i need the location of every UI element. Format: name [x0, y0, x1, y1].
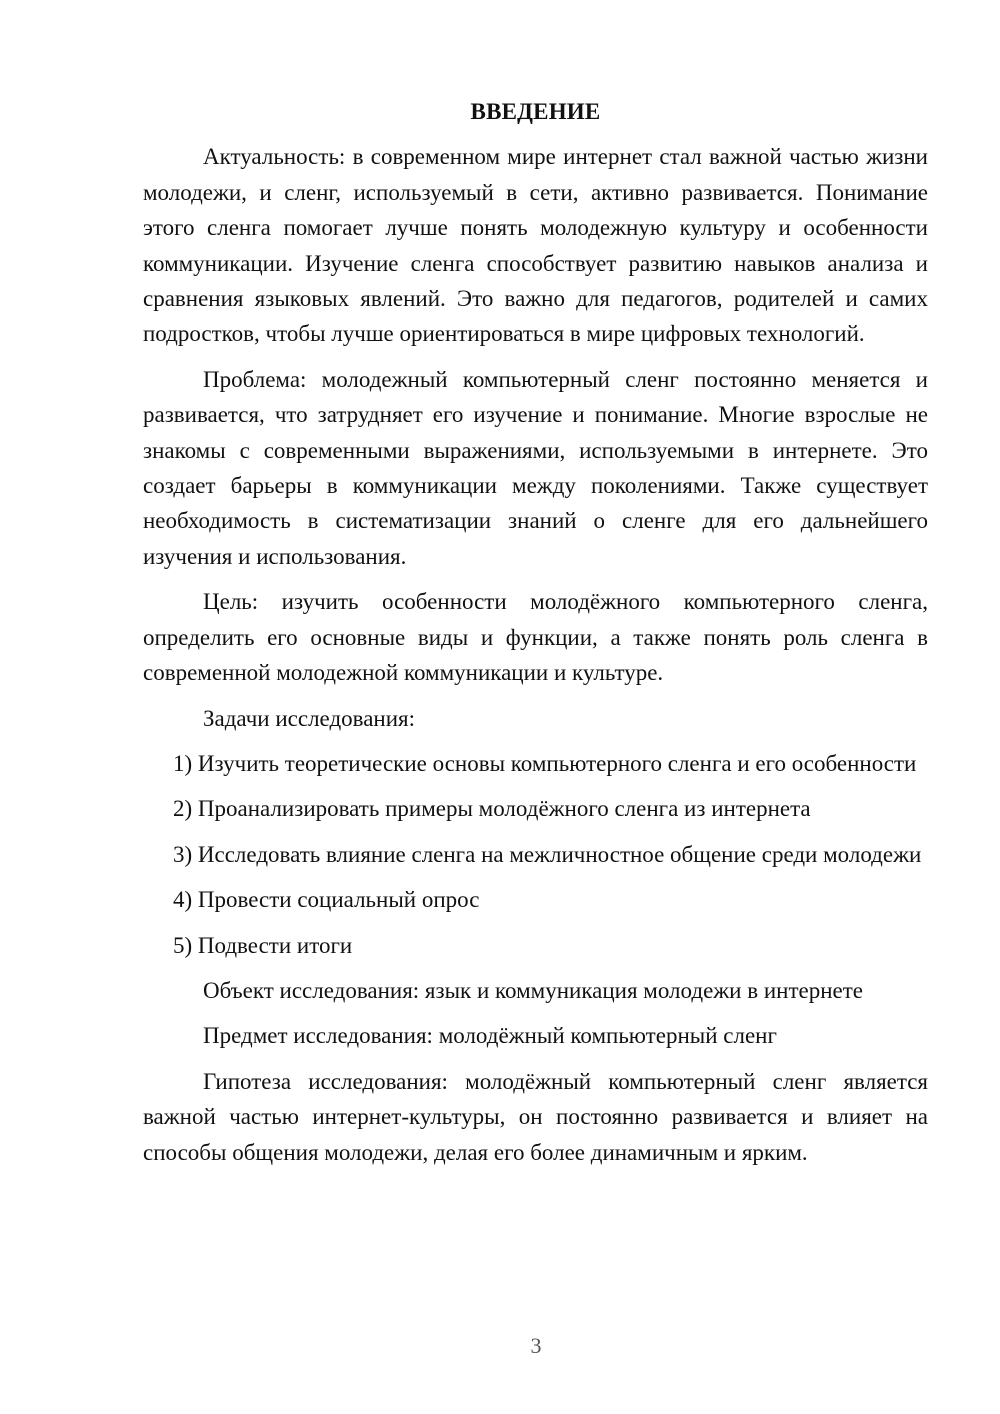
hypothesis-paragraph: Гипотеза исследования: молодёжный компьютерный сленг является важной частью интернет-культуры, он постоянно развивается и влияет на способы общения молодежи, делая его более динамичным и ярким. [143, 1068, 928, 1165]
subject-paragraph: Предмет исследования: молодёжный компьютерный сленг [203, 1023, 777, 1049]
task-item-5: 5) Подвести итоги [173, 932, 353, 958]
problem-paragraph: Проблема: молодежный компьютерный сленг постоянно меняется и развивается, что затрудняет его изучение и понимание. Многие взрослые не знакомы с современными выражениями, используемыми в интернете. Это создает барьеры в коммуникации между поколениями. Также существует необходимость в систематизации знаний о сленге для его дальнейшего изучения и использования. [143, 366, 928, 569]
relevance-paragraph: Актуальность: в современном мире интернет стал важной частью жизни молодежи, и сленг, используемый в сети, активно развивается. Понимание этого сленга помогает лучше понять молодежную культуру и особенности коммуникации. Изучение сленга способствует развитию навыков анализа и сравнения языковых явлений. Это важно для педагогов, родителей и самих подростков, чтобы лучше ориентироваться в мире цифровых технологий. [143, 144, 928, 347]
tasks-heading: Задачи исследования: [203, 705, 416, 731]
goal-paragraph: Цель: изучить особенности молодёжного компьютерного сленга, определить его основные виды и функции, а также понять роль сленга в современной молодежной коммуникации и культуре. [143, 589, 928, 686]
section-title: ВВЕДЕНИЕ [470, 99, 601, 124]
page-number: 3 [530, 1333, 542, 1358]
task-item-2: 2) Проанализировать примеры молодёжного сленга из интернета [173, 796, 811, 822]
object-paragraph: Объект исследования: язык и коммуникация молодежи в интернете [203, 977, 863, 1003]
task-item-3: 3) Исследовать влияние сленга на межличностное общение среди молодежи [173, 841, 922, 867]
task-item-1: 1) Изучить теоретические основы компьютерного сленга и его особенности [173, 750, 917, 776]
page-content [143, 94, 928, 1180]
task-item-4: 4) Провести социальный опрос [173, 887, 480, 913]
